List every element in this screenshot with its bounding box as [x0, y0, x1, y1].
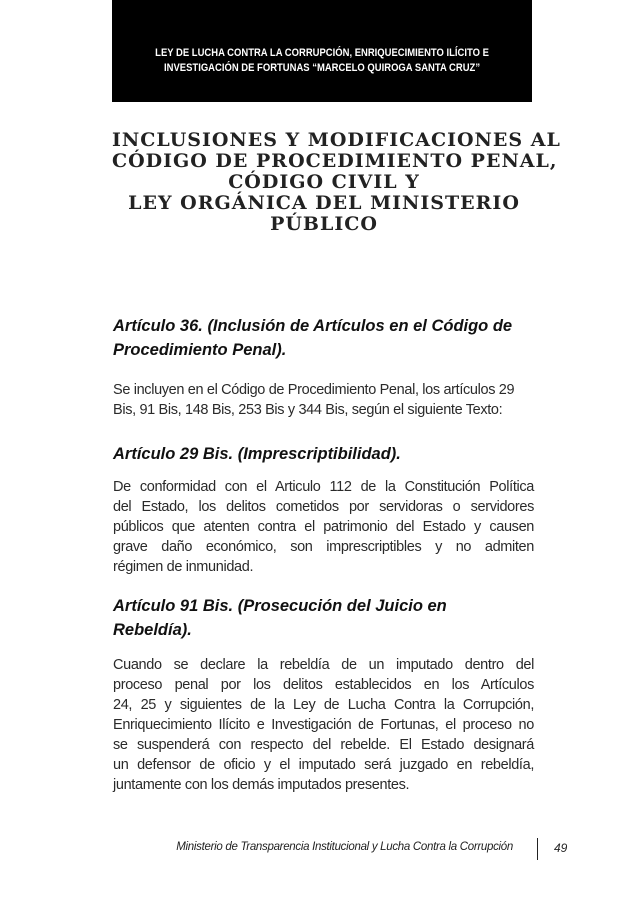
section-title: [112, 129, 561, 235]
running-header: [112, 0, 532, 102]
article-91-bis: [113, 594, 534, 795]
section-title-line-1: INCLUSIONES Y MODIFICACIONES AL: [112, 129, 561, 151]
page-number: 49: [554, 841, 568, 855]
article-29-bis: [113, 442, 534, 577]
page-footer: [113, 838, 573, 862]
article-heading: Artículo 29 Bis. (Imprescriptibilidad).: [113, 445, 401, 463]
header-line-1: LEY DE LUCHA CONTRA LA CORRUPCIÓN, ENRIQUECIMIENTO ILÍCITO E: [155, 47, 489, 59]
article-body: Cuando se declare la rebeldía de un imputado dentro del proceso penal por los delitos establecidos en los Artículos 24, 25 y siguientes de la Ley de Lucha Contra la Corrupción, Enriquecimiento Ilícito e Investigación de Fortunas, el proceso no se suspenderá con respecto del rebelde. El Estado designará un defensor de oficio y el imputado será juzgado en rebeldía, juntamente con los demás imputados presentes.: [113, 657, 534, 793]
article-heading: Artículo 36. (Inclusión de Artículos en el Código de Procedimiento Penal).: [113, 317, 513, 359]
page-content: [113, 314, 534, 795]
article-body: Se incluyen en el Código de Procedimiento Penal, los artículos 29 Bis, 91 Bis, 148 Bis, 253 Bis y 344 Bis, según el siguiente Texto:: [113, 382, 515, 418]
footer-text: Ministerio de Transparencia Institucional y Lucha Contra la Corrupción: [176, 841, 513, 853]
section-title-line-2: CÓDIGO DE PROCEDIMIENTO PENAL,: [112, 150, 558, 172]
header-text: [155, 46, 489, 76]
section-title-line-4: LEY ORGÁNICA DEL MINISTERIO: [128, 192, 520, 214]
article-36: [113, 314, 534, 420]
section-title-line-5: PÚBLICO: [270, 213, 378, 235]
header-line-2: INVESTIGACIÓN DE FORTUNAS “MARCELO QUIROGA SANTA CRUZ”: [163, 62, 481, 74]
footer-divider: [537, 838, 538, 860]
article-body: De conformidad con el Articulo 112 de la Constitución Política del Estado, los delitos cometidos por servidoras o servidores públicos que atenten contra el patrimonio del Estado y causen grave daño económico, son imprescriptibles y no admiten régimen de inmunidad.: [113, 479, 534, 575]
section-title-line-3: CÓDIGO CIVIL Y: [228, 171, 420, 193]
article-heading: Artículo 91 Bis. (Prosecución del Juicio en Rebeldía).: [113, 597, 447, 639]
